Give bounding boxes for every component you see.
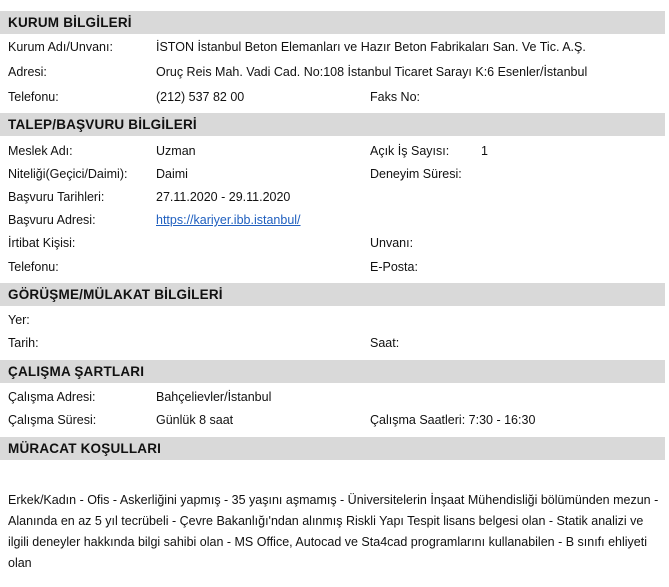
kurum-adi-label: Kurum Adı/Unvanı: bbox=[8, 40, 113, 54]
kurum-telefon-label: Telefonu: bbox=[8, 90, 59, 104]
faks-label: Faks No: bbox=[370, 90, 421, 104]
acik-is-label: Açık İş Sayısı: bbox=[370, 144, 450, 158]
meslek-label: Meslek Adı: bbox=[8, 144, 73, 158]
calisma-adres-label: Çalışma Adresi: bbox=[8, 390, 96, 404]
basvuru-adres-link[interactable]: https://kariyer.ibb.istanbul/ bbox=[156, 213, 301, 227]
section-header-muracat: MÜRACAT KOŞULLARI bbox=[0, 437, 665, 460]
kurum-adres-value: Oruç Reis Mah. Vadi Cad. No:108 İstanbul Ticaret Sarayı K:6 Esenler/İstanbul bbox=[156, 65, 588, 79]
row-kurum-adi bbox=[0, 36, 665, 58]
talep-telefon-label: Telefonu: bbox=[8, 260, 59, 274]
calisma-saatleri-label bbox=[370, 409, 535, 431]
kurum-adi-value: İSTON İstanbul Beton Elemanları ve Hazır Beton Fabrikaları San. Ve Tic. A.Ş. bbox=[156, 40, 586, 54]
section-header-calisma: ÇALIŞMA ŞARTLARI bbox=[0, 360, 665, 383]
calisma-sure-label: Çalışma Süresi: bbox=[8, 413, 97, 427]
section-header-gorusme: GÖRÜŞME/MÜLAKAT BİLGİLERİ bbox=[0, 283, 665, 306]
calisma-saatleri-value: 7:30 - 16:30 bbox=[468, 413, 536, 427]
kurum-telefon-value: (212) 537 82 00 bbox=[156, 90, 245, 104]
eposta-label: E-Posta: bbox=[370, 260, 418, 274]
row-gorusme-tarih bbox=[0, 332, 665, 354]
yer-label: Yer: bbox=[8, 313, 30, 327]
basvuru-adres-label: Başvuru Adresi: bbox=[8, 213, 96, 227]
calisma-saatleri-label-text: Çalışma Saatleri: bbox=[370, 413, 466, 427]
acik-is-value: 1 bbox=[481, 144, 488, 158]
deneyim-label: Deneyim Süresi: bbox=[370, 167, 462, 181]
muracat-conditions-text: Erkek/Kadın - Ofis - Askerliğini yapmış - 35 yaşını aşmamış - Üniversitelerin İnşaat Mühendisliği bölümünden mezun - Alanında en az 5 yıl tecrübeli - Çevre Bakanlığı'ndan alınmış Riskli Yapı Tespit lisans belgesi olan - Statik analizi ve ilgili deneyler hakkında bilgi sahibi olan - MS Office, Autocad ve Sta4cad programlarını kullanabilen - B sınıfı ehliyeti olan bbox=[8, 493, 659, 570]
nitelik-label: Niteliği(Geçici/Daimi): bbox=[8, 167, 128, 181]
basvuru-tarih-label: Başvuru Tarihleri: bbox=[8, 190, 105, 204]
saat-label: Saat: bbox=[370, 336, 400, 350]
unvan-label: Unvanı: bbox=[370, 236, 414, 250]
row-kurum-telefon bbox=[0, 86, 665, 108]
row-kurum-adres bbox=[0, 61, 665, 83]
gorusme-tarih-label: Tarih: bbox=[8, 336, 39, 350]
row-nitelik bbox=[0, 163, 665, 185]
irtibat-label: İrtibat Kişisi: bbox=[8, 236, 76, 250]
section-header-talep: TALEP/BAŞVURU BİLGİLERİ bbox=[0, 113, 665, 136]
calisma-adres-value: Bahçelievler/İstanbul bbox=[156, 390, 272, 404]
row-irtibat bbox=[0, 232, 665, 254]
row-calisma-sure bbox=[0, 409, 665, 431]
kurum-adres-label: Adresi: bbox=[8, 65, 47, 79]
calisma-sure-value: Günlük 8 saat bbox=[156, 413, 234, 427]
row-talep-telefon bbox=[0, 256, 665, 278]
row-calisma-adres bbox=[0, 386, 665, 408]
meslek-value: Uzman bbox=[156, 144, 196, 158]
row-yer bbox=[0, 309, 665, 331]
row-meslek bbox=[0, 140, 665, 162]
row-basvuru-adresi bbox=[0, 209, 665, 231]
row-basvuru-tarihleri bbox=[0, 186, 665, 208]
section-header-kurum: KURUM BİLGİLERİ bbox=[0, 11, 665, 34]
nitelik-value: Daimi bbox=[156, 167, 188, 181]
basvuru-tarih-value: 27.11.2020 - 29.11.2020 bbox=[156, 190, 291, 204]
